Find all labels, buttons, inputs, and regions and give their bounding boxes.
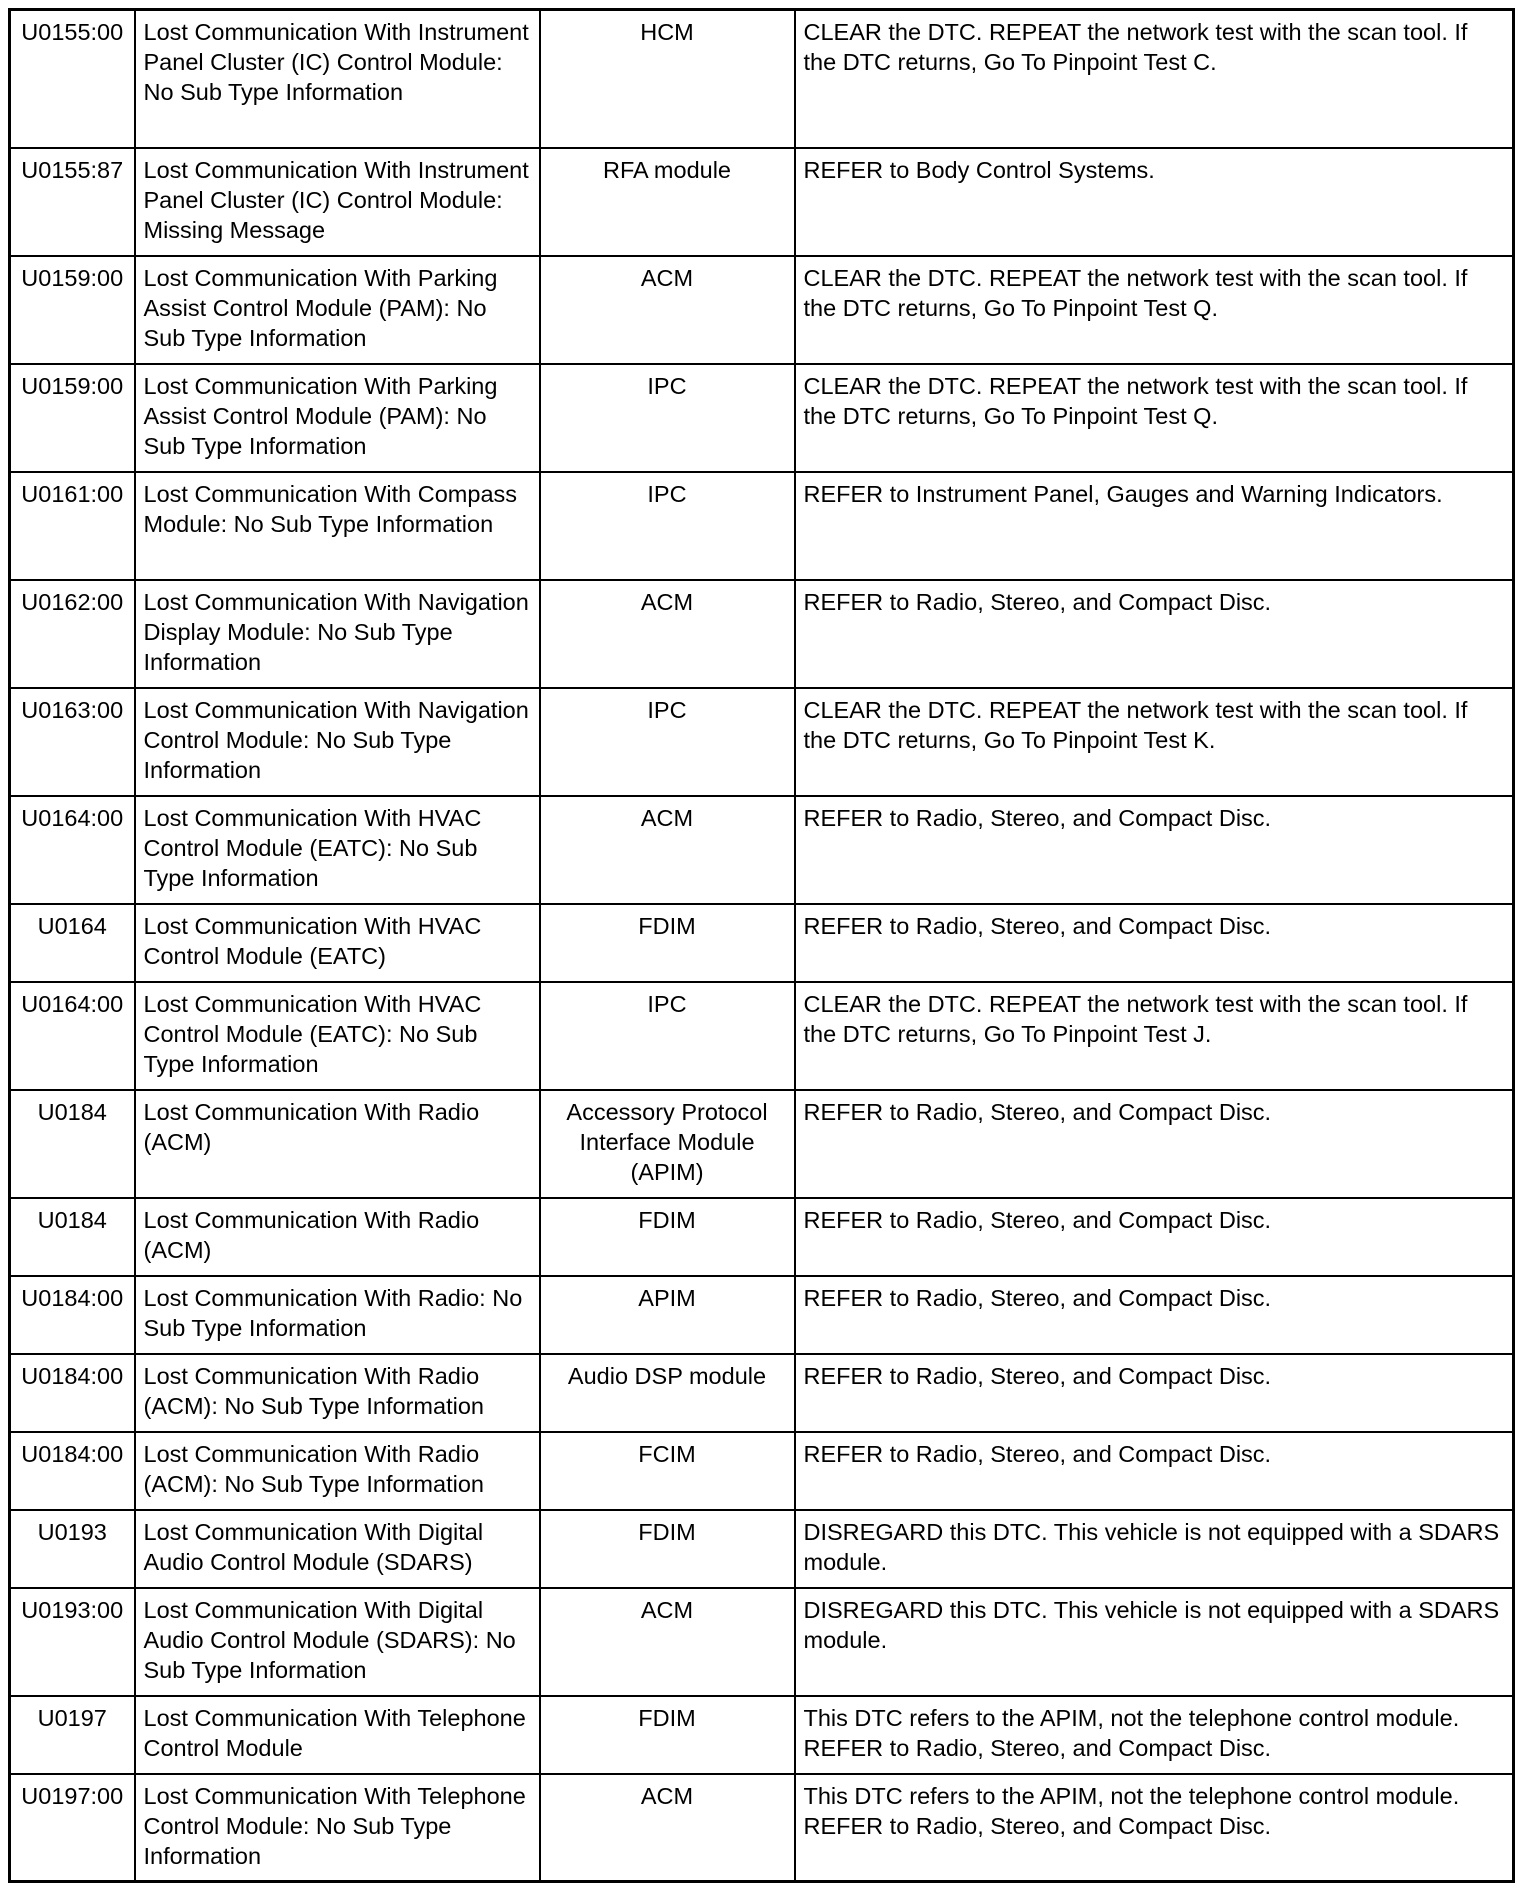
table-row bbox=[10, 1198, 1514, 1276]
dtc-code: U0184 bbox=[10, 1198, 135, 1276]
dtc-module: IPC bbox=[540, 472, 795, 580]
dtc-action: DISREGARD this DTC. This vehicle is not equipped with a SDARS module. bbox=[795, 1588, 1514, 1696]
table-row bbox=[10, 580, 1514, 688]
dtc-module: FDIM bbox=[540, 1510, 795, 1588]
dtc-module: FDIM bbox=[540, 1198, 795, 1276]
dtc-description: Lost Communication With Radio (ACM) bbox=[135, 1198, 540, 1276]
dtc-description: Lost Communication With HVAC Control Module (EATC): No Sub Type Information bbox=[135, 796, 540, 904]
table-row bbox=[10, 796, 1514, 904]
table-row bbox=[10, 982, 1514, 1090]
dtc-module: ACM bbox=[540, 580, 795, 688]
dtc-action: REFER to Radio, Stereo, and Compact Disc. bbox=[795, 1276, 1514, 1354]
dtc-code: U0197:00 bbox=[10, 1774, 135, 1882]
dtc-code: U0163:00 bbox=[10, 688, 135, 796]
dtc-action: REFER to Radio, Stereo, and Compact Disc. bbox=[795, 1090, 1514, 1198]
dtc-description: Lost Communication With Radio (ACM) bbox=[135, 1090, 540, 1198]
dtc-action: REFER to Radio, Stereo, and Compact Disc. bbox=[795, 904, 1514, 982]
dtc-description: Lost Communication With Parking Assist Control Module (PAM): No Sub Type Information bbox=[135, 364, 540, 472]
dtc-module: ACM bbox=[540, 1588, 795, 1696]
dtc-code: U0155:00 bbox=[10, 10, 135, 148]
dtc-module: HCM bbox=[540, 10, 795, 148]
dtc-code: U0159:00 bbox=[10, 364, 135, 472]
dtc-code: U0193 bbox=[10, 1510, 135, 1588]
dtc-table bbox=[8, 8, 1515, 1883]
dtc-action: REFER to Radio, Stereo, and Compact Disc. bbox=[795, 1198, 1514, 1276]
dtc-action: DISREGARD this DTC. This vehicle is not equipped with a SDARS module. bbox=[795, 1510, 1514, 1588]
dtc-code: U0184:00 bbox=[10, 1354, 135, 1432]
dtc-module: RFA module bbox=[540, 148, 795, 256]
dtc-action: CLEAR the DTC. REPEAT the network test with the scan tool. If the DTC returns, Go To Pinpoint Test Q. bbox=[795, 364, 1514, 472]
dtc-code: U0184:00 bbox=[10, 1276, 135, 1354]
dtc-code: U0164:00 bbox=[10, 982, 135, 1090]
dtc-description: Lost Communication With Telephone Control Module: No Sub Type Information bbox=[135, 1774, 540, 1882]
table-row bbox=[10, 1276, 1514, 1354]
table-row bbox=[10, 1432, 1514, 1510]
table-row bbox=[10, 1354, 1514, 1432]
dtc-code: U0155:87 bbox=[10, 148, 135, 256]
dtc-module: ACM bbox=[540, 256, 795, 364]
dtc-code: U0164:00 bbox=[10, 796, 135, 904]
table-row bbox=[10, 256, 1514, 364]
dtc-code: U0161:00 bbox=[10, 472, 135, 580]
table-row bbox=[10, 1090, 1514, 1198]
table-row bbox=[10, 1774, 1514, 1882]
dtc-description: Lost Communication With Instrument Panel Cluster (IC) Control Module: No Sub Type Information bbox=[135, 10, 540, 148]
table-row bbox=[10, 1510, 1514, 1588]
table-row bbox=[10, 1588, 1514, 1696]
dtc-action: REFER to Radio, Stereo, and Compact Disc. bbox=[795, 580, 1514, 688]
dtc-code: U0193:00 bbox=[10, 1588, 135, 1696]
dtc-description: Lost Communication With Navigation Control Module: No Sub Type Information bbox=[135, 688, 540, 796]
dtc-description: Lost Communication With Radio (ACM): No Sub Type Information bbox=[135, 1432, 540, 1510]
table-row bbox=[10, 1696, 1514, 1774]
table-row bbox=[10, 688, 1514, 796]
dtc-description: Lost Communication With HVAC Control Module (EATC) bbox=[135, 904, 540, 982]
dtc-description: Lost Communication With Navigation Display Module: No Sub Type Information bbox=[135, 580, 540, 688]
dtc-description: Lost Communication With Parking Assist Control Module (PAM): No Sub Type Information bbox=[135, 256, 540, 364]
table-row bbox=[10, 10, 1514, 148]
dtc-action: CLEAR the DTC. REPEAT the network test with the scan tool. If the DTC returns, Go To Pinpoint Test K. bbox=[795, 688, 1514, 796]
table-row bbox=[10, 904, 1514, 982]
dtc-module: FCIM bbox=[540, 1432, 795, 1510]
dtc-action: This DTC refers to the APIM, not the telephone control module. REFER to Radio, Stereo, and Compact Disc. bbox=[795, 1696, 1514, 1774]
dtc-code: U0162:00 bbox=[10, 580, 135, 688]
dtc-module: ACM bbox=[540, 796, 795, 904]
dtc-action: REFER to Body Control Systems. bbox=[795, 148, 1514, 256]
dtc-module: ACM bbox=[540, 1774, 795, 1882]
dtc-description: Lost Communication With Instrument Panel Cluster (IC) Control Module: Missing Message bbox=[135, 148, 540, 256]
dtc-module: FDIM bbox=[540, 904, 795, 982]
dtc-module: Accessory Protocol Interface Module (APIM) bbox=[540, 1090, 795, 1198]
dtc-code: U0184:00 bbox=[10, 1432, 135, 1510]
dtc-action: This DTC refers to the APIM, not the telephone control module. REFER to Radio, Stereo, and Compact Disc. bbox=[795, 1774, 1514, 1882]
dtc-module: Audio DSP module bbox=[540, 1354, 795, 1432]
dtc-description: Lost Communication With Radio: No Sub Type Information bbox=[135, 1276, 540, 1354]
table-row bbox=[10, 364, 1514, 472]
dtc-module: IPC bbox=[540, 982, 795, 1090]
dtc-module: APIM bbox=[540, 1276, 795, 1354]
dtc-action: REFER to Radio, Stereo, and Compact Disc. bbox=[795, 1432, 1514, 1510]
dtc-module: IPC bbox=[540, 364, 795, 472]
table-row bbox=[10, 472, 1514, 580]
dtc-description: Lost Communication With Compass Module: No Sub Type Information bbox=[135, 472, 540, 580]
dtc-module: IPC bbox=[540, 688, 795, 796]
dtc-action: REFER to Radio, Stereo, and Compact Disc. bbox=[795, 796, 1514, 904]
dtc-description: Lost Communication With Digital Audio Control Module (SDARS): No Sub Type Information bbox=[135, 1588, 540, 1696]
dtc-code: U0159:00 bbox=[10, 256, 135, 364]
dtc-action: REFER to Instrument Panel, Gauges and Warning Indicators. bbox=[795, 472, 1514, 580]
dtc-description: Lost Communication With Digital Audio Control Module (SDARS) bbox=[135, 1510, 540, 1588]
dtc-table-body bbox=[10, 10, 1514, 1882]
dtc-module: FDIM bbox=[540, 1696, 795, 1774]
dtc-action: CLEAR the DTC. REPEAT the network test with the scan tool. If the DTC returns, Go To Pinpoint Test Q. bbox=[795, 256, 1514, 364]
dtc-description: Lost Communication With Radio (ACM): No Sub Type Information bbox=[135, 1354, 540, 1432]
dtc-description: Lost Communication With Telephone Control Module bbox=[135, 1696, 540, 1774]
dtc-action: CLEAR the DTC. REPEAT the network test with the scan tool. If the DTC returns, Go To Pinpoint Test C. bbox=[795, 10, 1514, 148]
dtc-code: U0184 bbox=[10, 1090, 135, 1198]
dtc-action: CLEAR the DTC. REPEAT the network test with the scan tool. If the DTC returns, Go To Pinpoint Test J. bbox=[795, 982, 1514, 1090]
dtc-code: U0164 bbox=[10, 904, 135, 982]
dtc-action: REFER to Radio, Stereo, and Compact Disc. bbox=[795, 1354, 1514, 1432]
table-row bbox=[10, 148, 1514, 256]
dtc-description: Lost Communication With HVAC Control Module (EATC): No Sub Type Information bbox=[135, 982, 540, 1090]
dtc-code: U0197 bbox=[10, 1696, 135, 1774]
